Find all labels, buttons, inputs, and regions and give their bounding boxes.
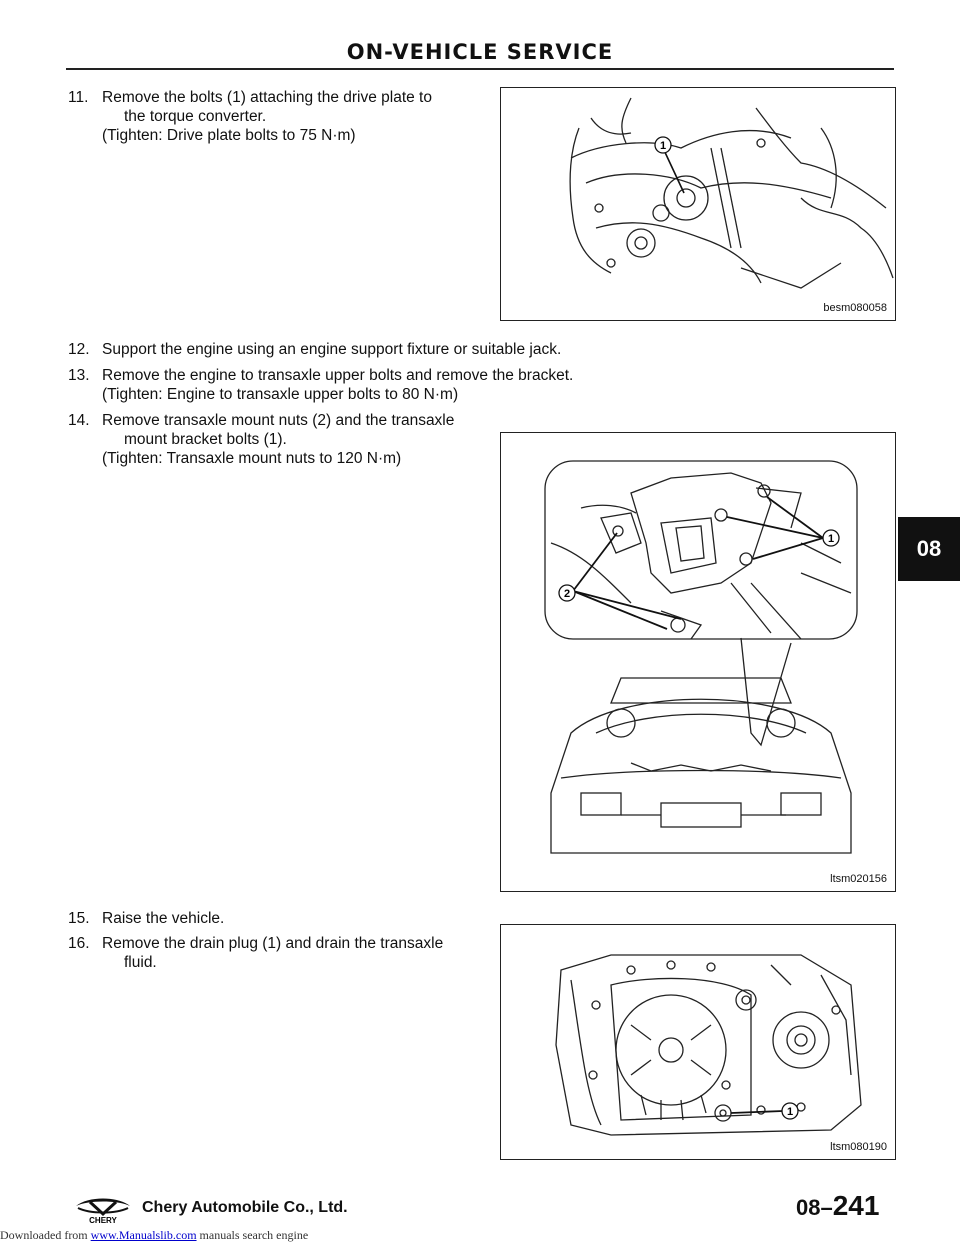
step-text: the torque converter.: [124, 108, 267, 125]
header-rule: [66, 68, 894, 70]
download-prefix: Downloaded from: [0, 1228, 91, 1242]
figure-code: besm080058: [823, 302, 887, 314]
figure-drain-plug: [500, 924, 896, 1160]
step-15: [68, 909, 224, 928]
chery-logo: [68, 1194, 138, 1229]
callout-label: 1: [786, 1106, 794, 1118]
page-number-value: 241: [832, 1190, 880, 1221]
step-number: 15.: [68, 910, 90, 927]
callout-label: 1: [827, 533, 835, 545]
page-header-title: ON-VEHICLE SERVICE: [346, 40, 614, 64]
step-number: 12.: [68, 341, 90, 358]
callout-label: 2: [563, 588, 571, 600]
step-text: Remove the engine to transaxle upper bolts and remove the bracket.: [102, 367, 574, 384]
section-tab: 08: [898, 517, 960, 581]
step-tighten-note: (Tighten: Transaxle mount nuts to 120 N·m): [102, 450, 402, 467]
step-16: [68, 934, 443, 972]
step-number: 16.: [68, 935, 90, 952]
figure-transaxle-mount: [500, 432, 896, 892]
figure-drive-plate: [500, 87, 896, 321]
drive-plate-illustration: [501, 88, 895, 320]
step-text: mount bracket bolts (1).: [124, 431, 287, 448]
step-11: [68, 88, 432, 145]
page-number: [796, 1190, 879, 1222]
transaxle-mount-illustration: [501, 433, 895, 891]
download-suffix: manuals search engine: [196, 1228, 309, 1242]
step-14: [68, 411, 454, 468]
step-number: 14.: [68, 412, 90, 429]
logo-text: CHERY: [89, 1216, 117, 1224]
step-12: [68, 340, 561, 359]
drain-plug-illustration: [501, 925, 895, 1159]
manualslib-link[interactable]: www.Manualslib.com: [90, 1228, 197, 1242]
step-text: Remove the drain plug (1) and drain the transaxle: [102, 935, 444, 952]
step-text: Remove the bolts (1) attaching the drive plate to: [102, 89, 432, 106]
footer-company: Chery Automobile Co., Ltd.: [142, 1199, 348, 1216]
download-notice: [0, 1228, 308, 1243]
callout-leader: [663, 148, 684, 193]
page-prefix: 08–: [796, 1195, 833, 1220]
step-text: Raise the vehicle.: [102, 910, 225, 927]
step-text: fluid.: [124, 954, 157, 971]
step-text: Support the engine using an engine support fixture or suitable jack.: [102, 341, 562, 358]
step-text: Remove transaxle mount nuts (2) and the transaxle: [102, 412, 455, 429]
step-number: 13.: [68, 367, 90, 384]
step-tighten-note: (Tighten: Drive plate bolts to 75 N·m): [102, 127, 356, 144]
callout-leader: [731, 1111, 783, 1113]
callout-label: 1: [659, 140, 667, 152]
step-13: [68, 366, 573, 404]
step-number: 11.: [68, 89, 89, 106]
figure-code: ltsm020156: [830, 873, 887, 885]
figure-code: ltsm080190: [830, 1141, 887, 1153]
step-tighten-note: (Tighten: Engine to transaxle upper bolts to 80 N·m): [102, 386, 459, 403]
